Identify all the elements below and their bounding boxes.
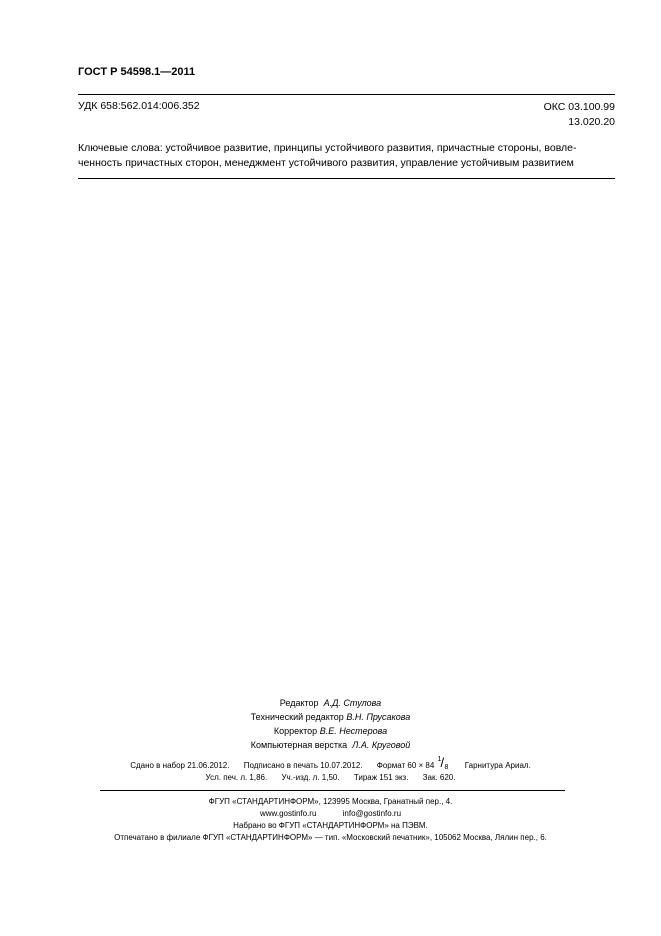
corrector-label: Корректор bbox=[273, 726, 318, 736]
publ-sheets: Уч.-изд. л. 1,50. bbox=[281, 773, 340, 782]
publisher-website-link[interactable]: www.gostinfo.ru bbox=[259, 809, 317, 818]
credit-tech-editor bbox=[0, 710, 661, 724]
publisher-line-3: Набрано во ФГУП «СТАНДАРТИНФОРМ» на ПЭВМ. bbox=[233, 821, 428, 830]
oks-line-1: ОКС 03.100.99 bbox=[543, 101, 615, 113]
header-divider bbox=[78, 94, 615, 95]
publisher-divider bbox=[100, 790, 565, 791]
layout-name: Л.А. Круговой bbox=[352, 740, 411, 750]
publisher-line-4: Отпечатано в филиале ФГУП «СТАНДАРТИНФОРМ» — тип. «Московский печатник», 105062 Москва, Лялин пер., 6. bbox=[114, 833, 547, 842]
tech-editor-label: Технический редактор bbox=[250, 712, 344, 722]
oks-codes bbox=[544, 100, 615, 130]
print-info-line-2 bbox=[0, 773, 661, 782]
format-fraction: 1 / 8 bbox=[437, 755, 449, 771]
order-number: Зак. 620. bbox=[422, 773, 456, 782]
credit-corrector bbox=[0, 724, 661, 738]
print-sheets: Усл. печ. л. 1,86. bbox=[205, 773, 268, 782]
publisher-line-1: ФГУП «СТАНДАРТИНФОРМ», 123995 Москва, Гранатный пер., 4. bbox=[208, 797, 453, 806]
print-run: Тираж 151 экз. bbox=[353, 773, 409, 782]
corrector-name: В.Е. Нестерова bbox=[319, 726, 388, 736]
tech-editor-name: В.Н. Прусакова bbox=[346, 712, 411, 722]
keywords-paragraph: Ключевые слова: устойчивое развитие, принципы устойчивого развития, причастные стороны, вовле-ченность причастных сторон, менеджмент устойчивого развития, управление устойчивым развитием bbox=[78, 142, 577, 169]
editor-name: А.Д. Стулова bbox=[323, 698, 382, 708]
font-info: Гарнитура Ариал. bbox=[464, 761, 531, 770]
oks-line-2: 13.020.20 bbox=[568, 116, 615, 128]
format-label: Формат 60 × 84 bbox=[376, 761, 435, 770]
credit-layout bbox=[0, 738, 661, 752]
document-header-title: ГОСТ Р 54598.1—2011 bbox=[78, 66, 196, 78]
print-info-line-1 bbox=[0, 755, 661, 772]
editor-label: Редактор bbox=[279, 698, 319, 708]
credits-block bbox=[0, 696, 661, 752]
keywords-divider bbox=[78, 178, 615, 179]
udk-code: УДК 658:562.014:006.352 bbox=[78, 100, 200, 112]
layout-label: Компьютерная верстка bbox=[250, 740, 348, 750]
credit-editor bbox=[0, 696, 661, 710]
publisher-line-2 bbox=[0, 809, 661, 818]
signed-date: Подписано в печать 10.07.2012. bbox=[243, 761, 363, 770]
submitted-date: Сдано в набор 21.06.2012. bbox=[130, 761, 230, 770]
publisher-email-link[interactable]: info@gostinfo.ru bbox=[342, 809, 402, 818]
